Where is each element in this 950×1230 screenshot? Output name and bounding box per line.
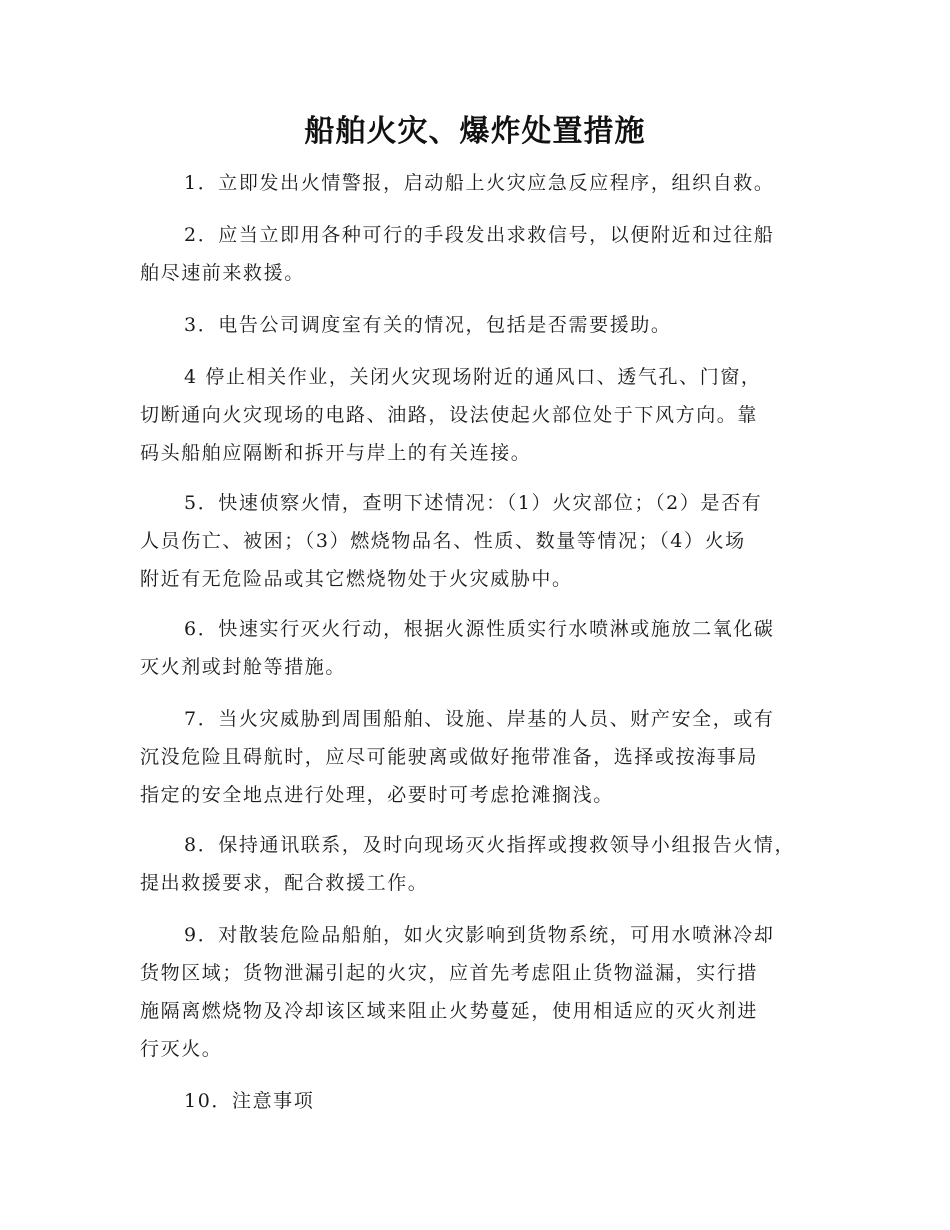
paragraph-line: 施隔离燃烧物及冷却该区域来阻止火势蔓延，使用相适应的灭火剂进: [140, 1000, 759, 1022]
paragraph-line: 9．对散装危险品船舶，如火灾影响到货物系统，可用水喷淋冷却: [184, 924, 775, 946]
paragraph-line: 提出救援要求，配合救援工作。: [140, 872, 429, 894]
paragraph-line: 1．立即发出火情警报，启动船上火灾应急反应程序，组织自救。: [184, 172, 775, 194]
paragraph-line: 3．电告公司调度室有关的情况，包括是否需要援助。: [184, 314, 672, 336]
paragraph-line: 舶尽速前来救援。: [140, 262, 305, 284]
paragraph-7: [140, 700, 775, 814]
paragraph-3: [140, 306, 672, 344]
paragraph-line: 切断通向火灾现场的电路、油路，设法使起火部位处于下风方向。靠: [140, 404, 759, 426]
paragraph-4: [140, 358, 762, 472]
paragraph-9: [140, 916, 775, 1068]
paragraph-line: 灭火剂或封舱等措施。: [140, 656, 347, 678]
paragraph-line: 行灭火。: [140, 1038, 223, 1060]
paragraph-8: [140, 826, 795, 902]
paragraph-line: 沉没危险且碍航时，应尽可能驶离或做好拖带准备，选择或按海事局: [140, 746, 759, 768]
paragraph-6: [140, 610, 775, 686]
paragraph-line: 7．当火灾威胁到周围船舶、设施、岸基的人员、财产安全，或有: [184, 708, 775, 730]
paragraph-line: 5．快速侦察火情，查明下述情况：（1）火灾部位；（2）是否有: [184, 492, 763, 514]
paragraph-line: 人员伤亡、被困；（3）燃烧物品名、性质、数量等情况；（4）火场: [140, 530, 746, 552]
paragraph-line: 附近有无危险品或其它燃烧物处于火灾威胁中。: [140, 568, 573, 590]
paragraph-1: [140, 164, 775, 202]
page-title: 船舶火灾、爆炸处置措施: [304, 114, 646, 149]
paragraph-2: [140, 216, 775, 292]
paragraph-line: 码头船舶应隔断和拆开与岸上的有关连接。: [140, 442, 532, 464]
paragraph-line: 6．快速实行灭火行动，根据火源性质实行水喷淋或施放二氧化碳: [184, 618, 775, 640]
paragraph-line: 2．应当立即用各种可行的手段发出求救信号，以便附近和过往船: [184, 224, 775, 246]
paragraph-line: 8．保持通讯联系，及时向现场灭火指挥或搜救领导小组报告火情，: [184, 834, 796, 856]
paragraph-line: 10．注意事项: [184, 1090, 315, 1112]
paragraph-line: 4 停止相关作业，关闭火灾现场附近的通风口、透气孔、门窗，: [184, 366, 762, 388]
paragraph-10: [140, 1082, 314, 1120]
paragraph-line: 货物区域；货物泄漏引起的火灾，应首先考虑阻止货物溢漏，实行措: [140, 962, 759, 984]
paragraph-line: 指定的安全地点进行处理，必要时可考虑抢滩搁浅。: [140, 784, 614, 806]
paragraph-5: [140, 484, 762, 598]
